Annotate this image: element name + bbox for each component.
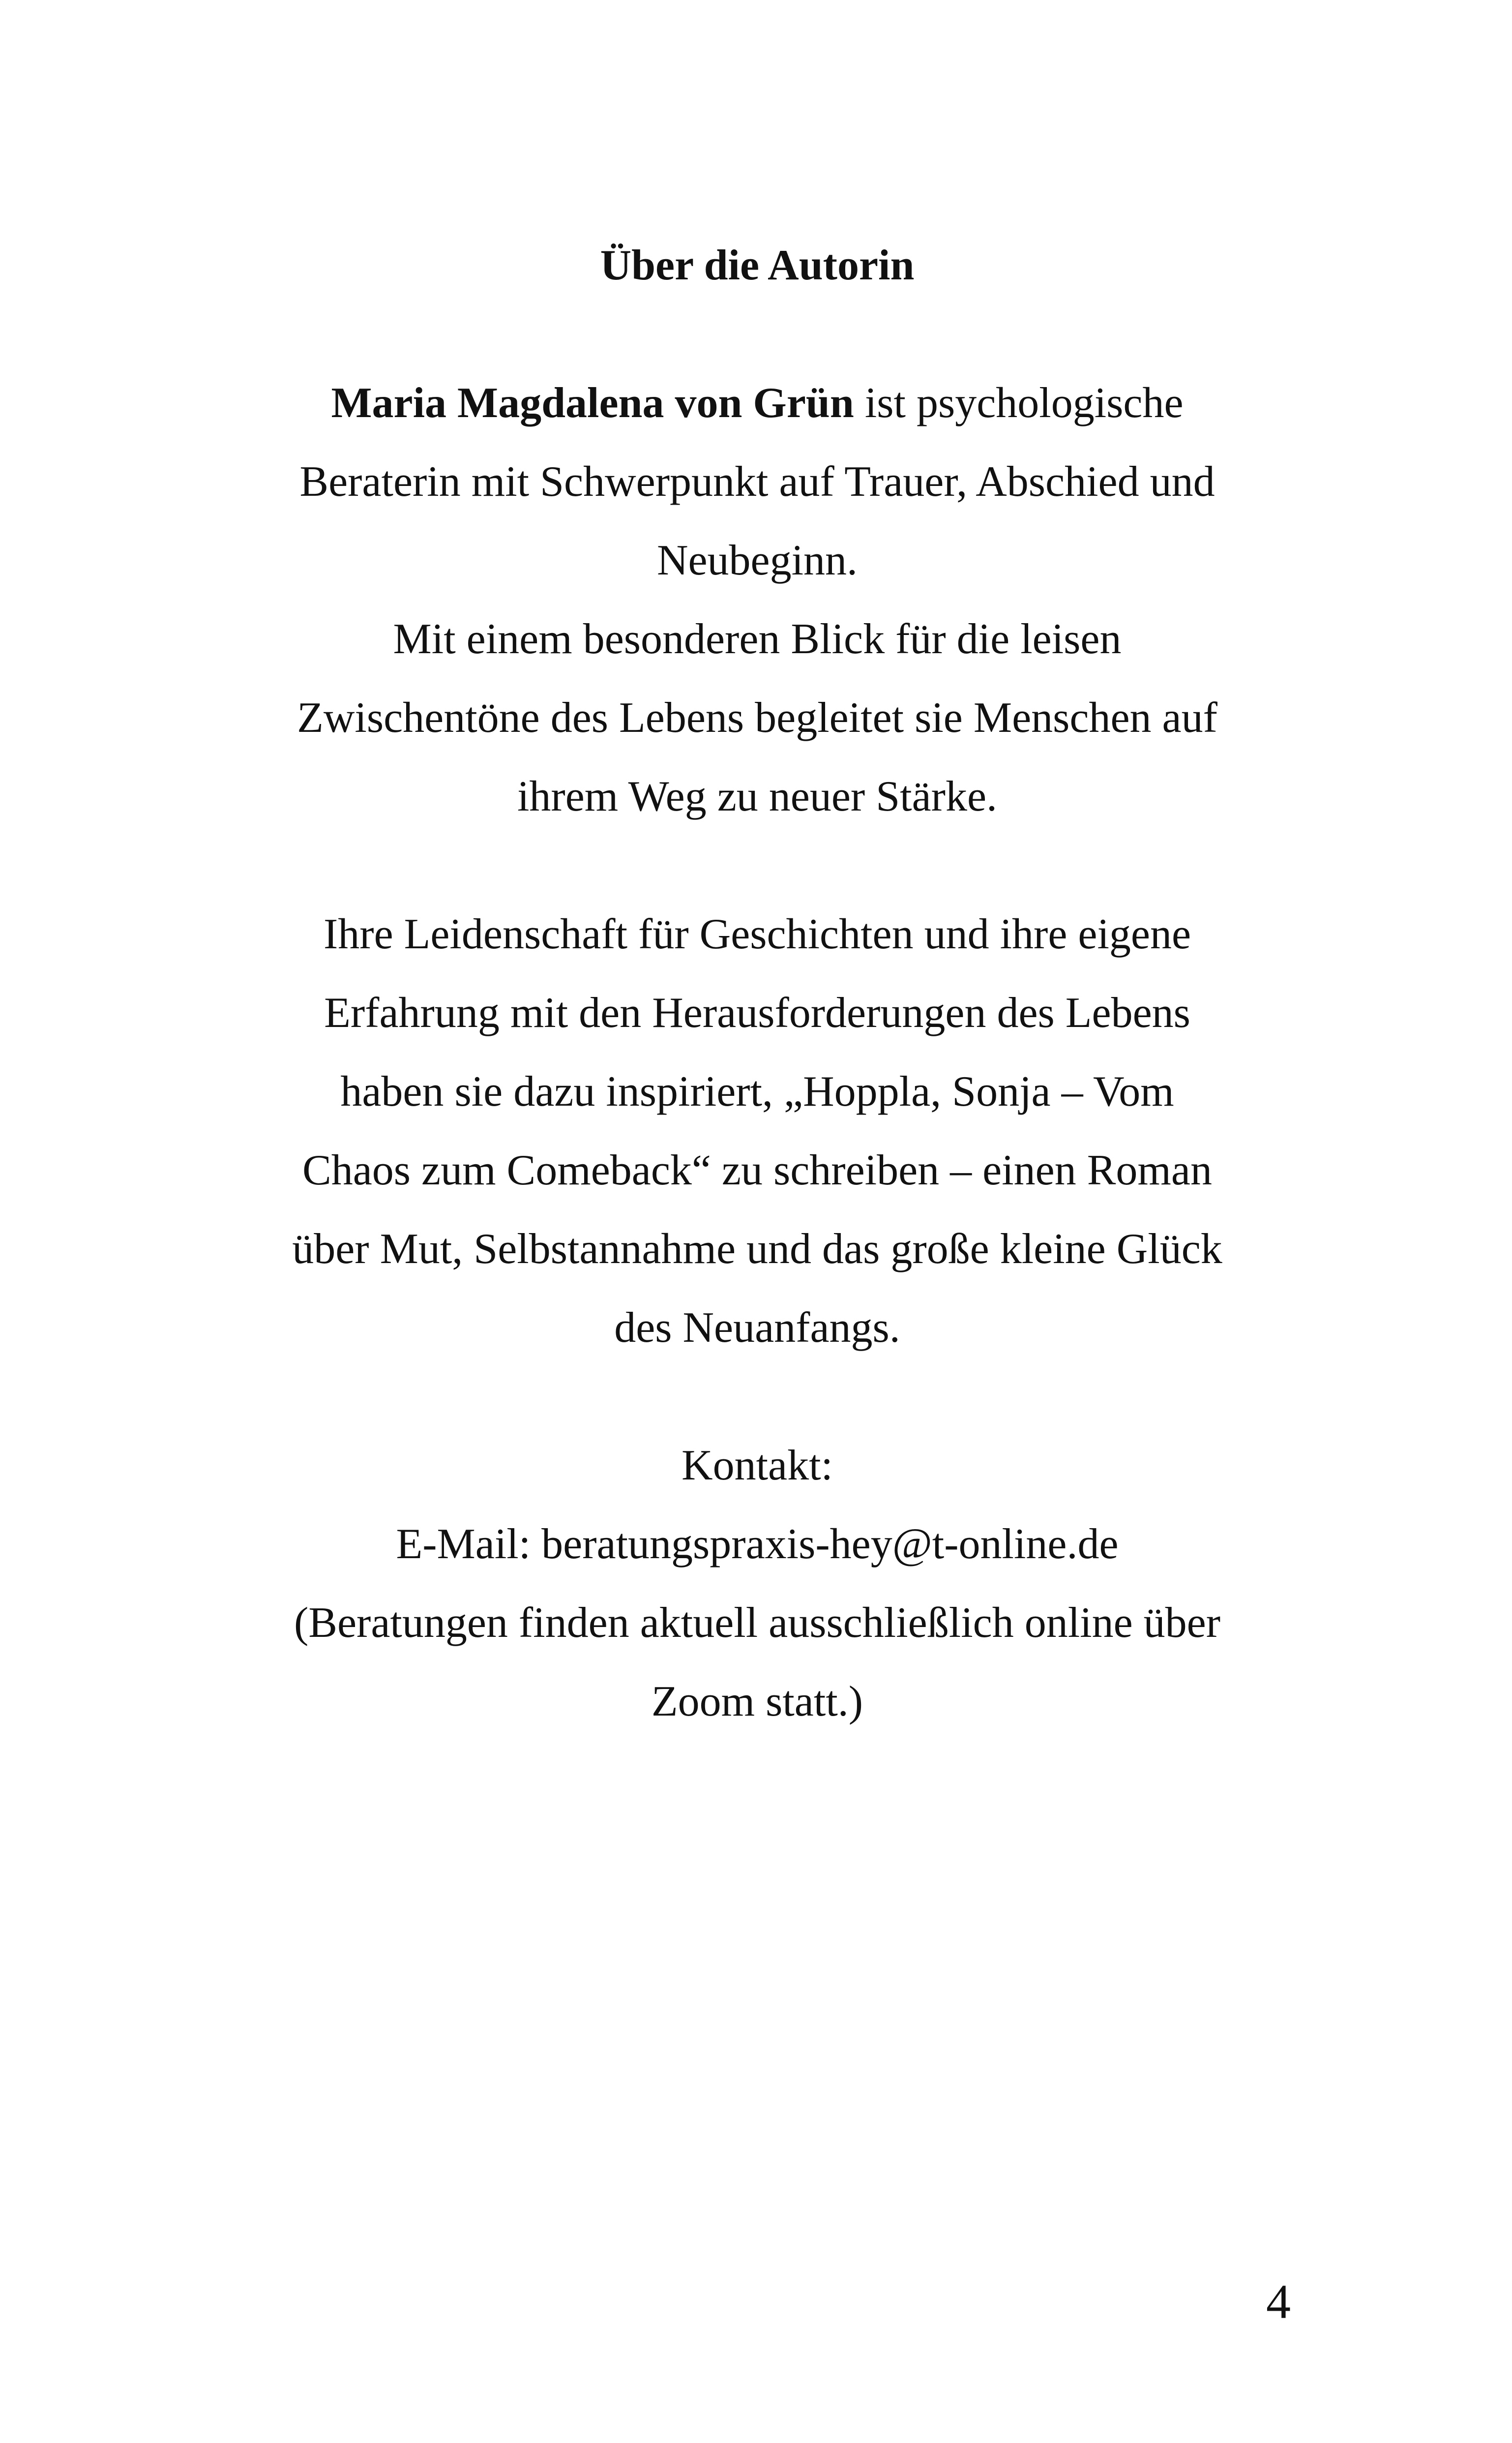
- contact-heading: Kontakt:: [682, 1442, 833, 1489]
- intro-line-3: Neubeginn.: [656, 537, 858, 584]
- passion-line-5: über Mut, Selbstannahme und das große kleine Glück: [292, 1225, 1222, 1273]
- author-name: Maria Magdalena von Grün: [331, 379, 854, 427]
- contact-note-line-2: Zoom statt.): [651, 1678, 863, 1725]
- contact-note-line-1: (Beratungen finden aktuell ausschließlich online über: [294, 1599, 1221, 1647]
- page-number: 4: [1266, 2274, 1291, 2329]
- intro-line-2: Beraterin mit Schwerpunkt auf Trauer, Abschied und: [299, 458, 1215, 506]
- intro-line-6: ihrem Weg zu neuer Stärke.: [517, 773, 998, 820]
- passion-line-1: Ihre Leidenschaft für Geschichten und ihre eigene: [323, 910, 1191, 958]
- intro-line-5: Zwischentöne des Lebens begleitet sie Menschen auf: [297, 694, 1217, 742]
- intro-line-4: Mit einem besonderen Blick für die leisen: [393, 615, 1122, 663]
- intro-line-1: [275, 364, 1239, 443]
- passion-line-2: Erfahrung mit den Herausforderungen des Lebens: [324, 989, 1190, 1037]
- passion-line-6: des Neuanfangs.: [614, 1304, 900, 1352]
- section-title: Über die Autorin: [600, 241, 915, 289]
- passion-line-3: haben sie dazu inspiriert, „Hoppla, Sonja – Vom: [340, 1068, 1174, 1116]
- passion-line-4: Chaos zum Comeback“ zu schreiben – einen Roman: [302, 1146, 1212, 1194]
- contact-email[interactable]: E-Mail: beratungspraxis-hey@t-online.de: [396, 1520, 1119, 1568]
- intro-line-1-rest: ist psychologische: [854, 379, 1184, 427]
